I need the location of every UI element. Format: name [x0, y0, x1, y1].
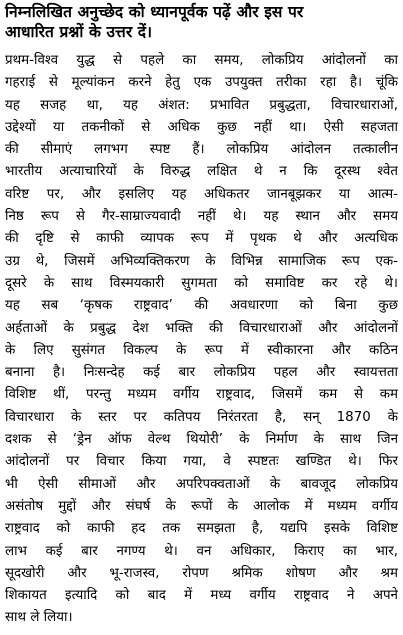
heading-line: निम्नलिखित अनुच्छेद को ध्यानपूर्वक पढ़ें और इस पर: [5, 3, 304, 21]
passage-line: अर्हताओं के प्रबुद्ध देश भक्ति की विचारधाराओं और आंदोलनों: [5, 320, 398, 336]
passage-line: के लिए सुसंगत विकल्प के रूप में स्वीकारना और कठिन: [5, 342, 398, 358]
passage-line: असंतोष मुद्दों और संघर्ष के रूपों के आलोक में मध्यम वर्गीय: [5, 498, 398, 514]
passage-line: यह सजह था, यह अंशत: प्रभावित प्रबुद्धता, विचारधाराओं,: [5, 97, 398, 113]
passage-line: लाभ कई बार नगण्य थे। वन अधिकार, किराए का भार,: [5, 543, 398, 559]
passage-line: गहराई से मूल्यांकन करने हेतु एक उपयुक्त तरीका रहा है। चूंकि: [5, 75, 398, 91]
passage-line: बनाना है। निःसन्देह कई बार लोकप्रिय पहल और स्वायत्तता: [5, 365, 398, 381]
passage-line: शिकायत इत्यादि को बाद में मध्य वर्गीय राष्ट्रवाद ने अपने: [5, 588, 398, 604]
passage-line: निष्ठ रूप से गैर-साम्राज्यवादी नहीं थे। यह स्थान और समय: [5, 209, 398, 225]
passage-line: की सीमाएं लगभग स्पष्ट हैं। लोकप्रिय आंदोलन तत्कालीन: [5, 142, 398, 158]
passage-line: यह सब ‘कृषक राष्ट्रवाद’ की अवधारणा को बिना कुछ: [5, 298, 398, 314]
passage-line: वरिष्ट पर, और इसलिए यह अधिकतर जानबूझकर या आत्म-: [5, 186, 398, 202]
passage-line: विचारधारा के स्तर पर कतिपय निरंतरता है, सन् 1870 के: [5, 409, 398, 425]
passage-line: राष्ट्रवाद को काफी हद तक समझता है, यद्यपि इसके विशिष्ट: [5, 521, 398, 537]
passage-line: उग्र थे, जिसमें अभिव्यक्तिकरण के विभिन्न सामाजिक रूप एक-: [5, 253, 398, 269]
passage-line: दशक से ‘ड्रेन ऑफ वेल्थ थियोरी’ के निर्माण के साथ जिन: [5, 432, 398, 448]
instruction-heading: [5, 2, 398, 42]
passage-line: साथ ले लिया।: [5, 610, 73, 626]
passage-line: की दृष्टि से काफी व्यापक रूप में पृथक थे और अत्यधिक: [5, 231, 398, 247]
passage-line: विशिष्ट थीं, परन्तु मध्यम वर्गीय राष्ट्रवाद, जिसमें कम से कम: [5, 387, 398, 403]
passage-line: आंदोलनों पर विचार किया गया, वे स्पष्टतः खण्डित थे। फिर: [5, 454, 398, 470]
passage: [5, 50, 398, 630]
heading-line: आधारित प्रश्नों के उत्तर दें।: [5, 23, 153, 41]
passage-line: भारतीय अत्याचारियों के विरुद्ध लक्षित थे न कि दूरस्थ श्वेत: [5, 164, 398, 180]
passage-line: सूदखोरी और भू-राजस्व, रोपण श्रमिक शोषण और श्रम: [5, 565, 398, 581]
passage-line: दूसरे के साथ विस्मयकारी सुगमता को समाविष्ट कर रहे थे।: [5, 275, 398, 291]
passage-line: प्रथम-विश्व युद्ध से पहले का समय, लोकप्रिय आंदोलनों का: [5, 53, 398, 68]
passage-line: उद्देश्यों या तकनीकों से अधिक कुछ नहीं था। ऐसी सहजता: [5, 119, 398, 135]
passage-line: भी ऐसी सीमाओं और अपरिपक्वताओं के बावजूद लोकप्रिय: [5, 476, 398, 492]
